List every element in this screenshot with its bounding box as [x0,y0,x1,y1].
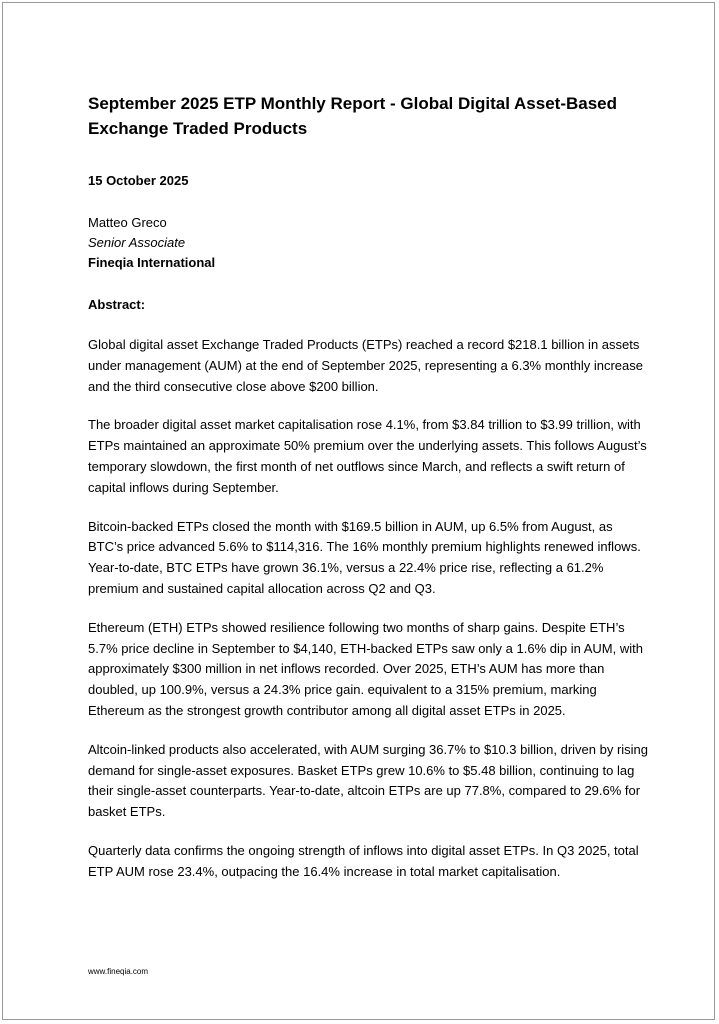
abstract-paragraph-1: Global digital asset Exchange Traded Products (ETPs) reached a record $218.1 billion in assets under management (AUM) at the end of September 2025, representing a 6.3% monthly increase and the third consecutive close above $200 billion. [88,337,643,394]
author-organization: Fineqia International [88,255,216,270]
author-name: Matteo Greco [88,215,167,230]
abstract-paragraph-6: Quarterly data confirms the ongoing strength of inflows into digital asset ETPs. In Q3 2025, total ETP AUM rose 23.4%, outpacing the 16.4% increase in total market capitalisation. [88,842,639,879]
report-title: September 2025 ETP Monthly Report - Global Digital Asset-Based Exchange Traded Products [88,94,618,138]
author-role: Senior Associate [88,235,186,250]
document-body [88,91,648,883]
document-page [2,2,715,1020]
abstract-paragraph-2: The broader digital asset market capitalisation rose 4.1%, from $3.84 trillion to $3.99 trillion, with ETPs maintained an approximate 50% premium over the underlying assets. This follows August’s temporary slowdown, the first month of net outflows since March, and reflects a swift return of capital inflows during September. [88,417,647,495]
report-date: 15 October 2025 [88,173,189,188]
author-block [88,213,648,273]
footer-url: www.fineqia.com [88,967,149,976]
abstract-heading: Abstract: [88,297,146,312]
abstract-paragraph-4: Ethereum (ETH) ETPs showed resilience following two months of sharp gains. Despite ETH’s 5.7% price decline in September to $4,140, ETH-backed ETPs saw only a 1.6% dip in AUM, with approximately $300 million in net inflows recorded. Over 2025, ETH’s AUM has more than doubled, up 100.9%, versus a 24.3% price gain. equivalent to a 315% premium, marking Ethereum as the strongest growth contributor among all digital asset ETPs in 2025. [88,619,643,718]
abstract-paragraph-5: Altcoin-linked products also accelerated, with AUM surging 36.7% to $10.3 billion, driven by rising demand for single-asset exposures. Basket ETPs grew 10.6% to $5.48 billion, continuing to lag their single-asset counterparts. Year-to-date, altcoin ETPs are up 77.8%, compared to 29.6% for basket ETPs. [88,741,649,820]
abstract-paragraph-3: Bitcoin-backed ETPs closed the month with $169.5 billion in AUM, up 6.5% from August, as BTC’s price advanced 5.6% to $114,316. The 16% monthly premium highlights renewed inflows. Year-to-date, BTC ETPs have grown 36.1%, versus a 22.4% price rise, reflecting a 61.2% premium and sustained capital allocation across Q2 and Q3. [88,518,641,596]
